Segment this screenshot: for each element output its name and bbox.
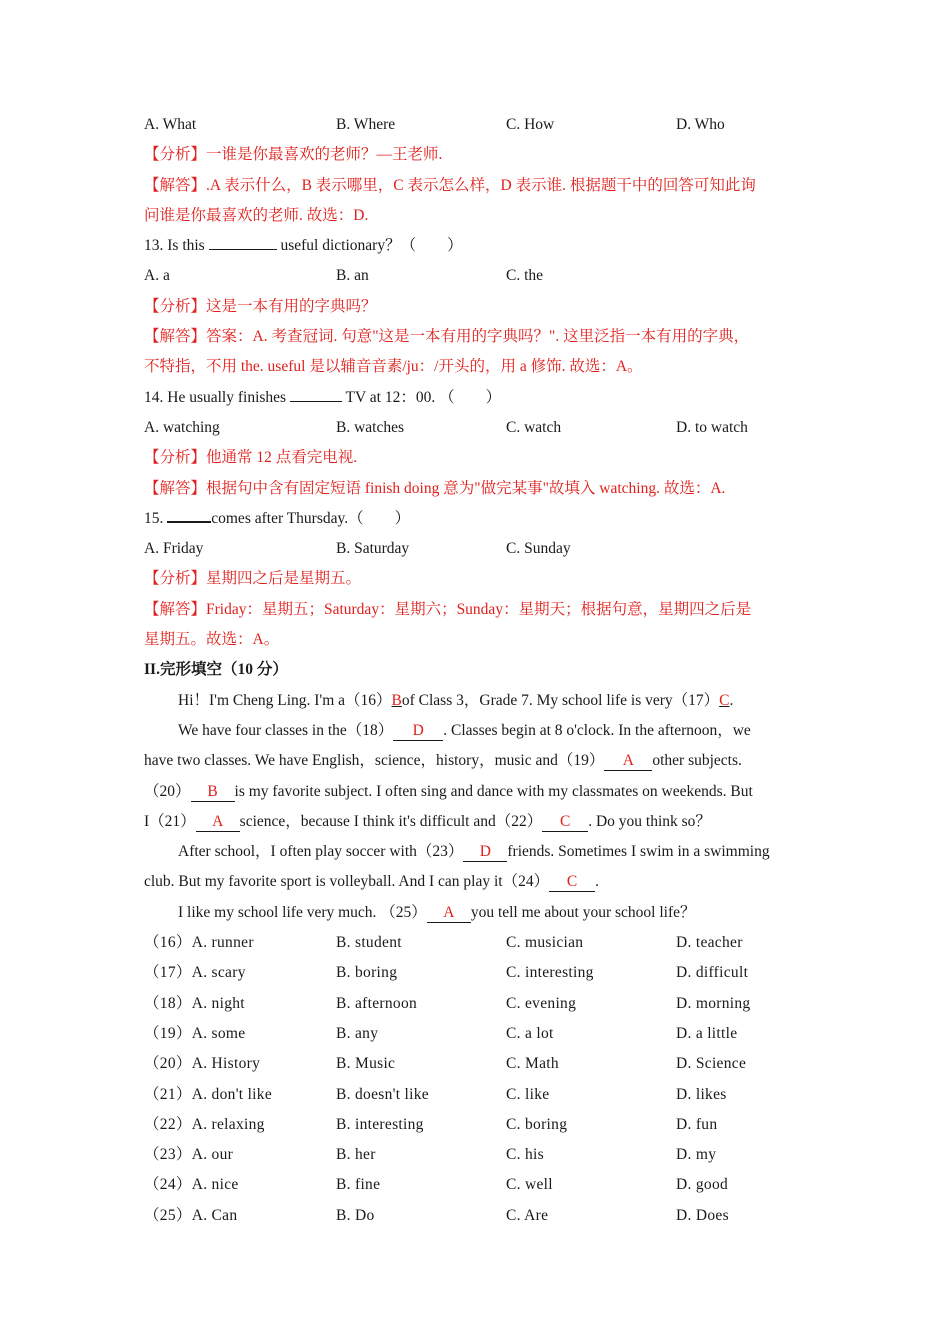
answer-17: C — [719, 691, 730, 709]
choice-25-c: C. Are — [506, 1206, 549, 1224]
q14-option-d: D. to watch — [676, 418, 748, 436]
q12-option-a: A. What — [144, 116, 197, 133]
choice-21-a: （21）A. don't like — [144, 1085, 273, 1103]
q12-option-d: D. Who — [676, 116, 725, 133]
q12-answer-line1: 【解答】.A 表示什么，B 表示哪里，C 表示怎么样，D 表示谁. 根据题干中的回答可知此询 — [144, 176, 756, 194]
q13-question — [144, 231, 809, 261]
choice-22-c: C. boring — [506, 1115, 568, 1133]
choice-24-c: C. well — [506, 1176, 553, 1194]
choice-18-a: （18）A. night — [144, 994, 245, 1012]
q13-option-a: A. a — [144, 267, 170, 285]
cloze-text: of Class 3，Grade 7. My school life is very（17） — [401, 691, 720, 709]
q15-option-b: B. Saturday — [336, 540, 410, 558]
cloze-text: We have four classes in the（18） — [178, 721, 394, 739]
choice-25-b: B. Do — [336, 1206, 375, 1224]
choice-17-c: C. interesting — [506, 964, 594, 982]
answer-19: A — [604, 752, 652, 771]
choice-22-b: B. interesting — [336, 1115, 424, 1133]
choice-24-b: B. fine — [336, 1176, 381, 1194]
q13-text-post: useful dictionary？（ ） — [276, 237, 463, 255]
cloze-text: other subjects. — [652, 752, 742, 770]
choice-20-a: （20）A. History — [144, 1055, 261, 1073]
q15-analysis: 【分析】星期四之后是星期五。 — [144, 570, 362, 588]
choice-24-a: （24）A. nice — [144, 1176, 239, 1194]
q15-blank — [167, 521, 211, 523]
q15-option-c: C. Sunday — [506, 540, 571, 558]
cloze-line-3 — [144, 746, 809, 776]
cloze-text: Hi！I'm Cheng Ling. I'm a（16） — [178, 691, 392, 709]
q14-options — [144, 413, 809, 443]
q15-answer-line2: 星期五。故选：A。 — [144, 631, 280, 649]
q14-option-b: B. watches — [336, 418, 405, 436]
choice-row-17 — [144, 958, 809, 988]
cloze-text: have two classes. We have English，science，history，music and（19） — [144, 752, 605, 770]
section2-title: II.完形填空（10 分） — [144, 661, 288, 679]
q13-blank — [209, 249, 277, 250]
choice-20-b: B. Music — [336, 1055, 396, 1073]
choice-row-23 — [144, 1140, 809, 1170]
cloze-text: . Classes begin at 8 o'clock. In the afternoon，we — [443, 721, 751, 739]
q12-option-c: C. How — [506, 116, 555, 133]
choice-23-b: B. her — [336, 1146, 376, 1164]
choice-23-d: D. my — [676, 1146, 717, 1164]
answer-23: D — [463, 843, 507, 862]
choice-25-a: （25）A. Can — [144, 1206, 238, 1224]
choice-18-b: B. afternoon — [336, 994, 418, 1012]
choice-21-b: B. doesn't like — [336, 1085, 429, 1103]
choice-20-c: C. Math — [506, 1055, 559, 1073]
cloze-text: . Do you think so？ — [588, 812, 711, 830]
q14-blank — [290, 401, 342, 402]
q12-options — [144, 110, 809, 140]
cloze-line-1 — [144, 686, 809, 716]
choice-17-b: B. boring — [336, 964, 398, 982]
answer-21: A — [196, 813, 240, 832]
cloze-text: . — [729, 691, 734, 709]
cloze-text: science，because I think it's difficult and（22） — [239, 812, 543, 830]
q12-option-b: B. Where — [336, 116, 396, 133]
answer-25: A — [427, 904, 471, 923]
q13-answer-line2: 不特指，不用 the. useful 是以辅音音素/ju：/开头的，用 a 修饰. 故选：A。 — [144, 358, 643, 376]
choice-row-25 — [144, 1201, 809, 1231]
choice-18-d: D. morning — [676, 994, 751, 1012]
choice-23-a: （23）A. our — [144, 1146, 234, 1164]
answer-22: C — [542, 813, 588, 832]
cloze-line-6 — [144, 837, 809, 867]
q13-option-c: C. the — [506, 267, 544, 285]
choice-23-c: C. his — [506, 1146, 544, 1164]
cloze-line-7 — [144, 867, 809, 897]
choice-18-c: C. evening — [506, 994, 577, 1012]
cloze-text: you tell me about your school life？ — [470, 903, 696, 921]
choice-row-21 — [144, 1080, 809, 1110]
choice-16-c: C. musician — [506, 934, 584, 952]
choice-25-d: D. Does — [676, 1206, 729, 1224]
choice-16-d: D. teacher — [676, 934, 743, 952]
cloze-text: friends. Sometimes I swim in a swimming — [507, 843, 770, 861]
answer-20: B — [191, 783, 235, 802]
q14-text-post: TV at 12：00. （ ） — [341, 388, 502, 406]
choice-19-a: （19）A. some — [144, 1024, 246, 1042]
choice-19-d: D. a little — [676, 1024, 738, 1042]
choice-16-b: B. student — [336, 934, 402, 952]
choice-21-c: C. like — [506, 1085, 550, 1103]
q15-option-a: A. Friday — [144, 540, 204, 558]
choice-19-c: C. a lot — [506, 1024, 554, 1042]
choice-row-19 — [144, 1019, 809, 1049]
choice-16-a: （16）A. runner — [144, 934, 254, 952]
cloze-text: . — [595, 873, 599, 891]
answer-18: D — [393, 722, 443, 741]
cloze-text: After school，I often play soccer with（23） — [178, 843, 464, 861]
cloze-line-2 — [144, 716, 809, 746]
choice-row-18 — [144, 989, 809, 1019]
q14-analysis: 【分析】他通常 12 点看完电视. — [144, 449, 358, 467]
cloze-line-5 — [144, 807, 809, 837]
choice-row-24 — [144, 1170, 809, 1200]
q12-answer-line2: 问谁是你最喜欢的老师. 故选：D. — [144, 206, 369, 224]
q14-question — [144, 383, 809, 413]
choice-22-a: （22）A. relaxing — [144, 1115, 265, 1133]
q13-text-pre: 13. Is this — [144, 237, 209, 255]
cloze-text: club. But my favorite sport is volleyball. And I can play it（24） — [144, 873, 550, 891]
cloze-text: I like my school life very much. （25） — [178, 903, 427, 921]
cloze-text: I（21） — [144, 812, 196, 830]
q15-question — [144, 504, 809, 534]
q14-text-pre: 14. He usually finishes — [144, 388, 290, 406]
choice-22-d: D. fun — [676, 1115, 718, 1133]
document-page — [144, 110, 809, 1231]
choice-17-a: （17）A. scary — [144, 964, 246, 982]
q14-option-a: A. watching — [144, 418, 220, 436]
answer-24: C — [549, 873, 595, 892]
q14-answer: 【解答】根据句中含有固定短语 finish doing 意为"做完某事"故填入 watching. 故选：A. — [144, 479, 726, 497]
q12-analysis: 【分析】一谁是你最喜欢的老师？—王老师. — [144, 146, 443, 164]
choice-24-d: D. good — [676, 1176, 729, 1194]
choice-19-b: B. any — [336, 1024, 379, 1042]
choice-row-20 — [144, 1049, 809, 1079]
choice-17-d: D. difficult — [676, 964, 749, 982]
cloze-line-4 — [144, 777, 809, 807]
q13-answer-line1: 【解答】答案：A. 考查冠词. 句意"这是一本有用的字典吗？". 这里泛指一本有用的字典， — [144, 328, 750, 346]
choice-row-16 — [144, 928, 809, 958]
q15-text-pre: 15. — [144, 509, 168, 527]
q15-answer-line1: 【解答】Friday：星期五；Saturday：星期六；Sunday：星期天；根据句意，星期四之后是 — [144, 600, 752, 618]
cloze-text: （20） — [144, 782, 191, 800]
q14-option-c: C. watch — [506, 418, 562, 436]
q13-analysis: 【分析】这是一本有用的字典吗？ — [144, 297, 377, 315]
q13-option-b: B. an — [336, 267, 369, 285]
q13-options — [144, 261, 809, 291]
answer-16: B — [391, 691, 402, 709]
choice-21-d: D. likes — [676, 1085, 727, 1103]
cloze-line-8 — [144, 898, 809, 928]
choice-row-22 — [144, 1110, 809, 1140]
q15-options — [144, 534, 809, 564]
cloze-text: is my favorite subject. I often sing and dance with my classmates on weekends. But — [234, 782, 753, 800]
q15-text-post: comes after Thursday.（ ） — [211, 509, 411, 527]
choice-20-d: D. Science — [676, 1055, 747, 1073]
